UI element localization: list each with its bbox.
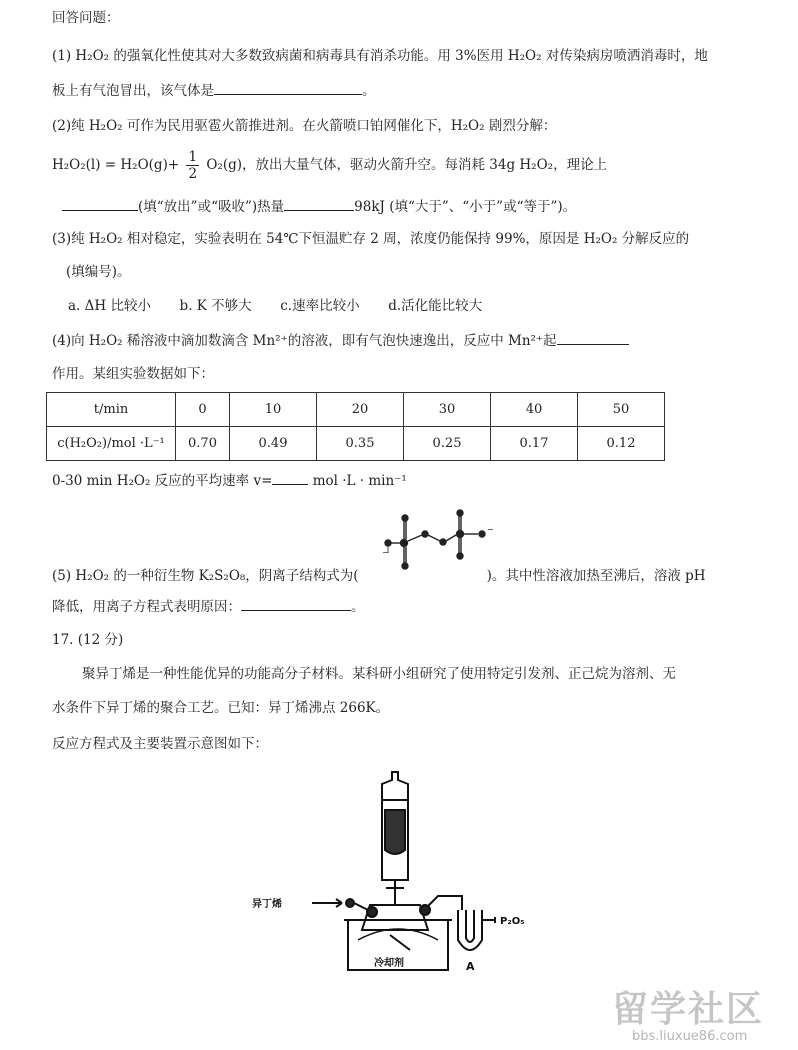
q17-header: 17. (12 分) xyxy=(52,632,124,648)
q3-line1: (3)纯 H₂O₂ 相对稳定，实验表明在 54℃下恒温贮存 2 周，浓度仍能保持 99%，原因是 H₂O₂ 分解反应的 xyxy=(52,231,690,247)
table-cell: 0 xyxy=(176,393,230,427)
q5-line1: (5) H₂O₂ 的一种衍生物 K₂S₂O₈，阴离子结构式为( )。其中性溶液加热至沸后，溶液 pH xyxy=(52,568,706,584)
half-fraction: $\frac{1}{2}$ xyxy=(188,149,198,182)
table-cell: 0.17 xyxy=(491,427,578,461)
svg-text:−: − xyxy=(382,548,389,557)
q4-blank-rate[interactable] xyxy=(272,470,308,485)
q1-answer-blank[interactable] xyxy=(214,80,362,95)
table-header: c(H₂O₂)/mol ·L⁻¹ xyxy=(47,427,176,461)
label-feed: 异丁烯 xyxy=(252,899,282,910)
option-c[interactable]: c.速率比较小 xyxy=(280,298,360,314)
label-coolant: 冷却剂 xyxy=(374,958,404,969)
table-cell: 0.35 xyxy=(317,427,404,461)
svg-text:−: − xyxy=(487,525,494,534)
q1-line1: (1) H₂O₂ 的强氧化性使其对大多数致病菌和病毒具有消杀功能。用 3%医用 H₂O₂ 对传染病房喷洒消毒时，地 xyxy=(52,48,708,64)
table-cell: 50 xyxy=(578,393,665,427)
q4-line2: 作用。某组实验数据如下： xyxy=(52,366,214,382)
table-cell: 0.12 xyxy=(578,427,665,461)
table-cell: 0.25 xyxy=(404,427,491,461)
watermark-brand: 留学社区 xyxy=(612,989,765,1030)
table-cell: 10 xyxy=(230,393,317,427)
q3-options xyxy=(68,296,482,316)
option-a[interactable]: a. ΔH 比较小 xyxy=(68,298,151,314)
option-b[interactable]: b. K 不够大 xyxy=(179,298,252,314)
table-row-concentration xyxy=(47,427,665,461)
q4-blank-role[interactable] xyxy=(557,330,629,345)
table-row-time xyxy=(47,393,665,427)
table-cell: 0.70 xyxy=(176,427,230,461)
q4-line1: (4)向 H₂O₂ 稀溶液中滴加数滴含 Mn²⁺的溶液，即有气泡快速逸出，反应中 Mn²⁺起 xyxy=(52,330,629,351)
watermark-url: bbs.liuxue86.com xyxy=(632,1029,748,1044)
q5-line2: 降低，用离子方程式表明原因： 。 xyxy=(52,596,365,617)
q1-line2: 板上有气泡冒出，该气体是 。 xyxy=(52,80,376,101)
q17-paragraph-line2: 水条件下异丁烯的聚合工艺。已知：异丁烯沸点 266K。 xyxy=(52,700,390,716)
label-a: A xyxy=(466,960,475,973)
table-cell: 30 xyxy=(404,393,491,427)
label-drying-agent: P₂O₅ xyxy=(500,916,525,927)
q2-blank-heat-direction[interactable] xyxy=(62,196,138,211)
table-cell: 40 xyxy=(491,393,578,427)
q2-line1: (2)纯 H₂O₂ 可作为民用驱雹火箭推进剂。在火箭喷口铂网催化下，H₂O₂ 剧烈分解： xyxy=(52,118,557,134)
q3-line2: (填编号)。 xyxy=(66,264,131,280)
q17-paragraph-line1: 聚异丁烯是一种性能优异的功能高分子材料。某科研小组研究了使用特定引发剂、正己烷为溶剂、无 xyxy=(82,666,676,682)
q4-rate-line: 0-30 min H₂O₂ 反应的平均速率 v= mol ·L · min⁻¹ xyxy=(52,470,407,491)
option-d[interactable]: d.活化能比较大 xyxy=(388,298,483,314)
table-cell: 20 xyxy=(317,393,404,427)
intro-text: 回答问题： xyxy=(52,10,120,26)
q17-paragraph-line3: 反应方程式及主要装置示意图如下： xyxy=(52,736,268,752)
data-table xyxy=(46,392,665,461)
apparatus-diagram xyxy=(250,770,550,980)
q5-blank-equation[interactable] xyxy=(241,596,351,611)
q2-blank-compare[interactable] xyxy=(284,196,354,211)
q2-equation: H₂O₂(l) = H₂O(g)+ $\frac{1}{2}$ O₂(g)，放出大量气体，驱动火箭升空。每消耗 34g H₂O₂，理论上 xyxy=(52,149,608,182)
watermark xyxy=(612,990,792,1045)
q1-prompt: 板上有气泡冒出，该气体是 xyxy=(52,83,214,99)
table-header: t/min xyxy=(47,393,176,427)
q2-line3: (填“放出”或“吸收”)热量 98kJ (填“大于”、“小于”或“等于”)。 xyxy=(62,196,576,217)
table-cell: 0.49 xyxy=(230,427,317,461)
